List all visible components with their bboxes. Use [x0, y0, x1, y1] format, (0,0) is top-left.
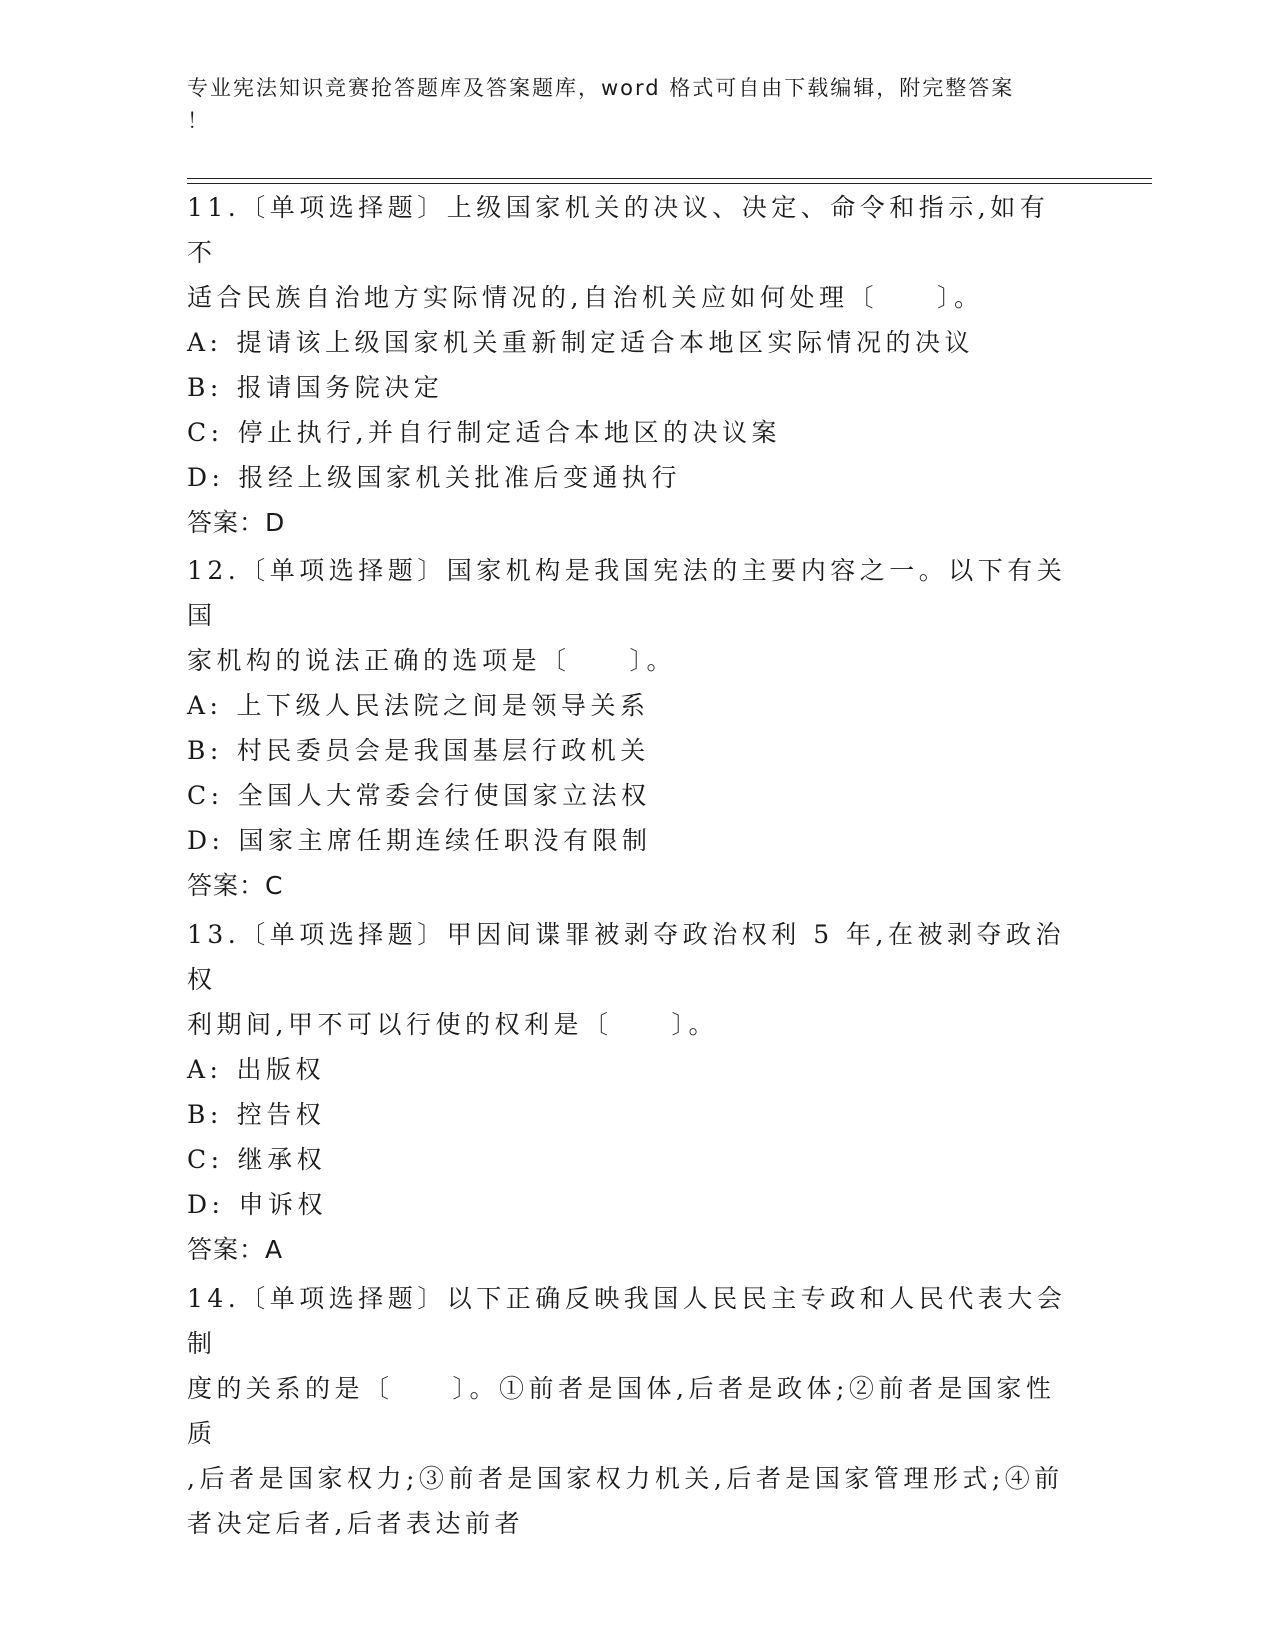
option-text: 停止执行,并自行制定适合本地区的决议案 — [237, 418, 782, 447]
option-d — [187, 1182, 1067, 1227]
question-line: 家机构的说法正确的选项是〔 〕。 — [187, 646, 677, 675]
option-a — [187, 320, 1067, 365]
question-line: 利期间,甲不可以行使的权利是〔 〕。 — [187, 1010, 718, 1039]
option-c — [187, 410, 1067, 455]
option-text: 出版权 — [236, 1055, 325, 1084]
question-12 — [187, 548, 1067, 908]
option-text: 村民委员会是我国基层行政机关 — [236, 736, 650, 765]
option-key: A: — [187, 1055, 223, 1084]
option-b — [187, 728, 1067, 773]
option-key: B: — [187, 373, 223, 402]
option-key: D: — [187, 1190, 225, 1219]
header-divider-bottom — [187, 183, 1152, 184]
header-divider-top — [187, 178, 1152, 179]
option-key: C: — [187, 781, 224, 810]
option-b — [187, 365, 1067, 410]
answer: 答案：D — [187, 508, 286, 537]
option-text: 全国人大常委会行使国家立法权 — [237, 781, 651, 810]
option-text: 继承权 — [237, 1145, 327, 1174]
question-11 — [187, 185, 1067, 545]
option-key: A: — [187, 328, 223, 357]
option-text: 报请国务院决定 — [236, 373, 444, 402]
answer: 答案：C — [187, 871, 284, 900]
question-line: ,后者是国家权力;③前者是国家权力机关,后者是国家管理形式;④前 — [187, 1464, 1064, 1493]
option-key: D: — [187, 826, 225, 855]
question-14 — [187, 1276, 1067, 1546]
question-line: 度的关系的是〔 〕。①前者是国体,后者是政体;②前者是国家性质 — [187, 1374, 1056, 1448]
document-header — [187, 72, 1067, 138]
option-d — [187, 455, 1067, 500]
option-text: 申诉权 — [238, 1190, 327, 1219]
option-text: 提请该上级国家机关重新制定适合本地区实际情况的决议 — [236, 328, 974, 357]
question-line: 适合民族自治地方实际情况的,自治机关应如何处理〔 〕。 — [187, 283, 984, 312]
question-line: 12.〔单项选择题〕国家机构是我国宪法的主要内容之一。以下有关国 — [187, 556, 1067, 630]
option-text: 报经上级国家机关批准后变通执行 — [238, 463, 681, 492]
option-key: B: — [187, 736, 223, 765]
question-line: 11.〔单项选择题〕上级国家机关的决议、决定、命令和指示,如有不 — [187, 193, 1050, 267]
question-line: 13.〔单项选择题〕甲因间谍罪被剥夺政治权利 5 年,在被剥夺政治权 — [187, 920, 1066, 994]
option-key: D: — [187, 463, 225, 492]
option-d — [187, 818, 1067, 863]
option-text: 上下级人民法院之间是领导关系 — [236, 691, 650, 720]
option-key: A: — [187, 691, 223, 720]
option-c — [187, 1137, 1067, 1182]
option-key: B: — [187, 1100, 223, 1129]
option-key: C: — [187, 418, 224, 447]
header-line-2: ！ — [187, 109, 210, 133]
option-a — [187, 683, 1067, 728]
option-key: C: — [187, 1145, 224, 1174]
option-text: 国家主席任期连续任职没有限制 — [238, 826, 652, 855]
question-13 — [187, 912, 1067, 1272]
header-line-1: 专业宪法知识竞赛抢答题库及答案题库，word 格式可自由下载编辑，附完整答案 — [187, 76, 1015, 100]
question-line: 者决定后者,后者表达前者 — [187, 1509, 524, 1538]
option-c — [187, 773, 1067, 818]
option-a — [187, 1047, 1067, 1092]
option-b — [187, 1092, 1067, 1137]
question-line: 14.〔单项选择题〕以下正确反映我国人民民主专政和人民代表大会制 — [187, 1284, 1067, 1358]
answer: 答案：A — [187, 1235, 284, 1264]
option-text: 控告权 — [236, 1100, 326, 1129]
